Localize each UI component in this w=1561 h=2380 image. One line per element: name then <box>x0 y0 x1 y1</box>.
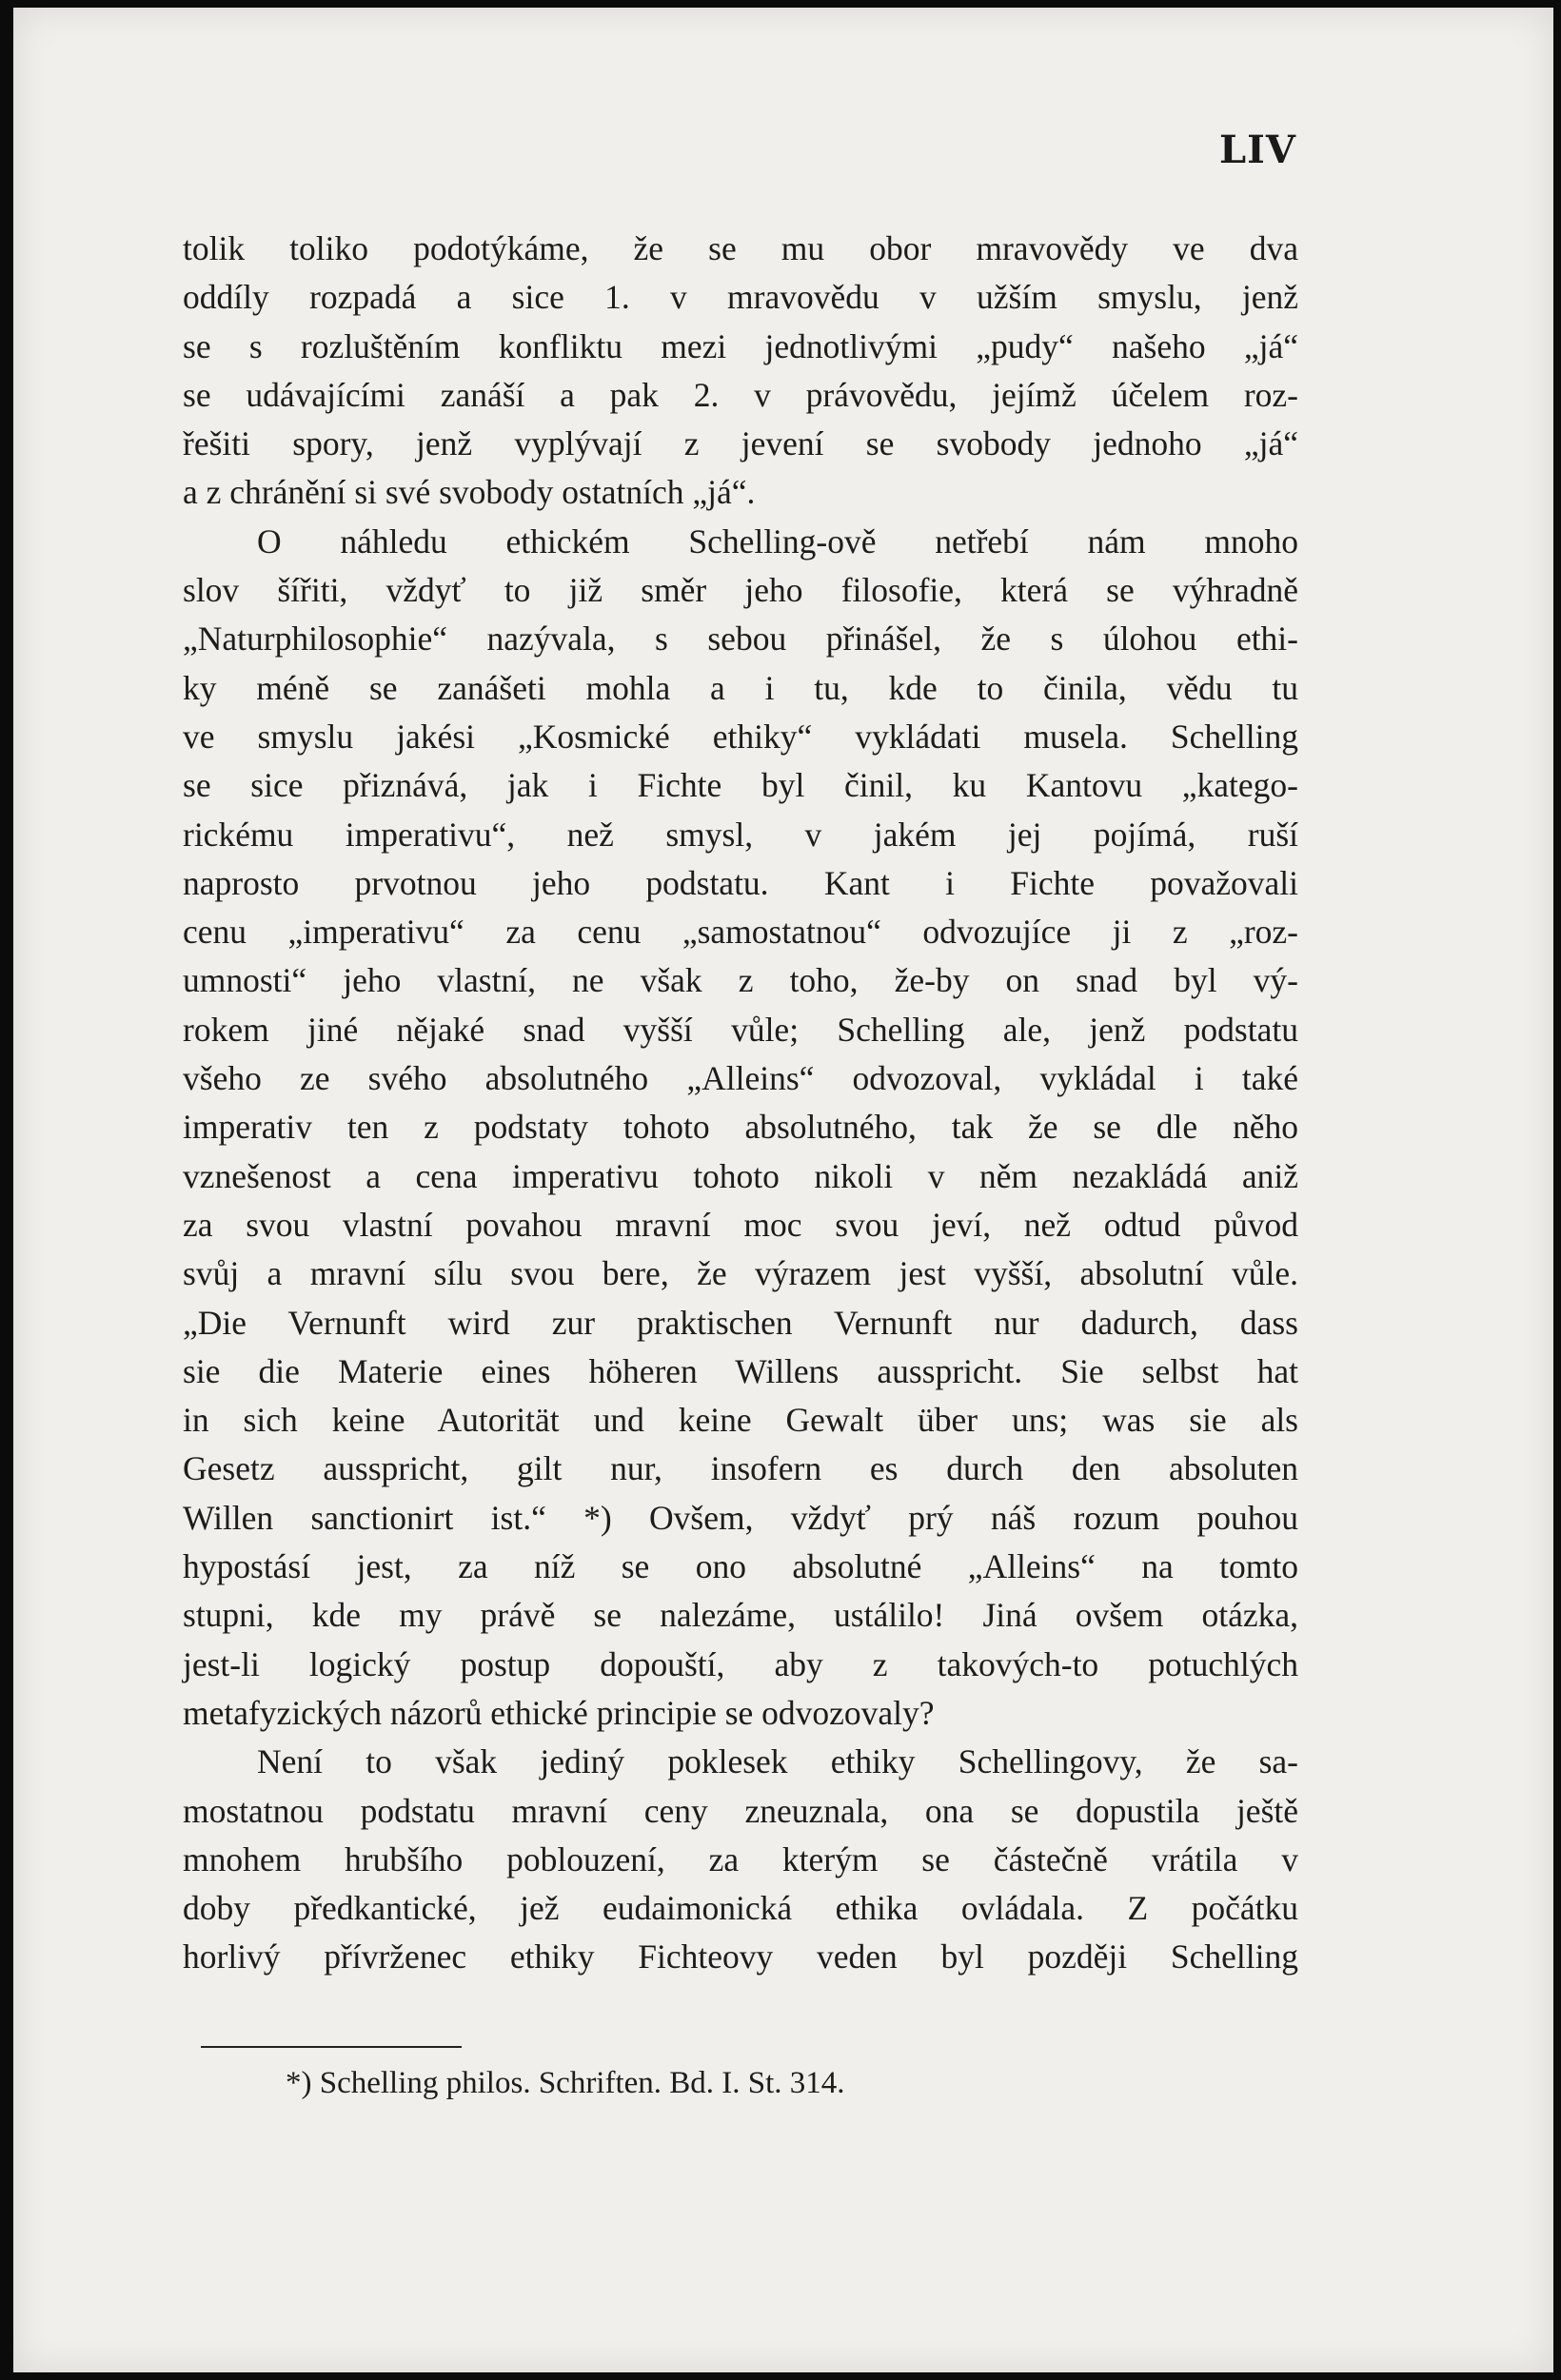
text-line: „Naturphilosophie“ nazývala, s sebou přinášel, že s úlohou ethi- <box>183 620 1298 659</box>
text-line: imperativ ten z podstaty tohoto absolutného, tak že se dle něho <box>183 1108 1298 1147</box>
text-line: metafyzických názorů ethické principie se odvozovaly? <box>183 1693 935 1732</box>
text-line: umnosti“ jeho vlastní, ne však z toho, že-by on snad byl vý- <box>183 961 1298 1000</box>
footnote-divider <box>201 2046 462 2048</box>
text-line: se sice přiznává, jak i Fichte byl činil, ku Kantovu „katego- <box>183 766 1298 805</box>
text-line: sie die Materie eines höheren Willens ausspricht. Sie selbst hat <box>183 1351 1298 1390</box>
text-line: a z chránění si své svobody ostatních „já“. <box>183 473 756 512</box>
text-line: ky méně se zanášeti mohla a i tu, kde to činila, vědu tu <box>183 668 1298 707</box>
text-line: horlivý přívrženec ethiky Fichteovy veden byl později Schelling <box>183 1937 1298 1977</box>
text-line: O náhledu ethickém Schelling-ově netřebí nám mnoho <box>257 521 1298 561</box>
text-line: mostatnou podstatu mravní ceny zneuznala, ona se dopustila ještě <box>183 1791 1298 1830</box>
text-line: tolik toliko podotýkáme, že se mu obor mravovědy ve dva <box>183 229 1298 267</box>
text-line: slov šířiti, vždyť to již směr jeho filosofie, která se výhradně <box>183 571 1298 610</box>
text-line: se udávajícími zanáší a pak 2. v právovědu, jejímž účelem roz- <box>183 375 1298 414</box>
text-line: se s rozluštěním konfliktu mezi jednotlivými „pudy“ našeho „já“ <box>183 326 1298 365</box>
text-line: naprosto prvotnou jeho podstatu. Kant i Fichte považovali <box>183 863 1298 902</box>
text-line: jest-li logický postup dopouští, aby z takových-to potuchlých <box>183 1644 1298 1683</box>
text-line: Není to však jediný poklesek ethiky Schellingovy, že sa- <box>257 1742 1298 1781</box>
text-line: mnohem hrubšího poblouzení, za kterým se částečně vrátila v <box>183 1839 1298 1878</box>
book-page <box>13 8 1553 2372</box>
text-line: „Die Vernunft wird zur praktischen Vernunft nur dadurch, dass <box>183 1303 1298 1342</box>
text-line: za svou vlastní povahou mravní moc svou jeví, než odtud původ <box>183 1205 1298 1244</box>
text-line: rokem jiné nějaké snad vyšší vůle; Schelling ale, jenž podstatu <box>183 1010 1298 1049</box>
text-line: vznešenost a cena imperativu tohoto nikoli v něm nezakládá aniž <box>183 1156 1298 1195</box>
text-line: řešiti spory, jenž vyplývají z jevení se svobody jednoho „já“ <box>183 424 1298 463</box>
text-line: doby předkantické, jež eudaimonická ethika ovládala. Z počátku <box>183 1889 1298 1928</box>
text-line: oddíly rozpadá a sice 1. v mravovědu v užším smyslu, jenž <box>183 278 1298 317</box>
text-line: Gesetz ausspricht, gilt nur, insofern es durch den absoluten <box>183 1449 1298 1488</box>
footnote: *) Schelling philos. Schriften. Bd. I. St. 314. <box>286 2066 845 2100</box>
text-line: hypostásí jest, za níž se ono absolutné „Alleins“ na tomto <box>183 1547 1298 1586</box>
text-line: rickému imperativu“, než smysl, v jakém jej pojímá, ruší <box>183 815 1298 854</box>
body-text <box>183 225 1298 1982</box>
text-line: ve smyslu jakési „Kosmické ethiky“ vykládati musela. Schelling <box>183 717 1298 756</box>
text-line: in sich keine Autorität und keine Gewalt über uns; was sie als <box>183 1401 1298 1440</box>
text-line: cenu „imperativu“ za cenu „samostatnou“ odvozujíce ji z „roz- <box>183 913 1298 952</box>
text-line: stupni, kde my právě se nalezáme, ustálilo! Jiná ovšem otázka, <box>183 1596 1298 1635</box>
text-line: Willen sanctionirt ist.“ *) Ovšem, vždyť prý náš rozum pouhou <box>183 1498 1298 1537</box>
page-number: LIV <box>1219 128 1296 172</box>
text-line: všeho ze svého absolutného „Alleins“ odvozoval, vykládal i také <box>183 1059 1298 1098</box>
text-line: svůj a mravní sílu svou bere, že výrazem jest vyšší, absolutní vůle. <box>183 1254 1298 1293</box>
